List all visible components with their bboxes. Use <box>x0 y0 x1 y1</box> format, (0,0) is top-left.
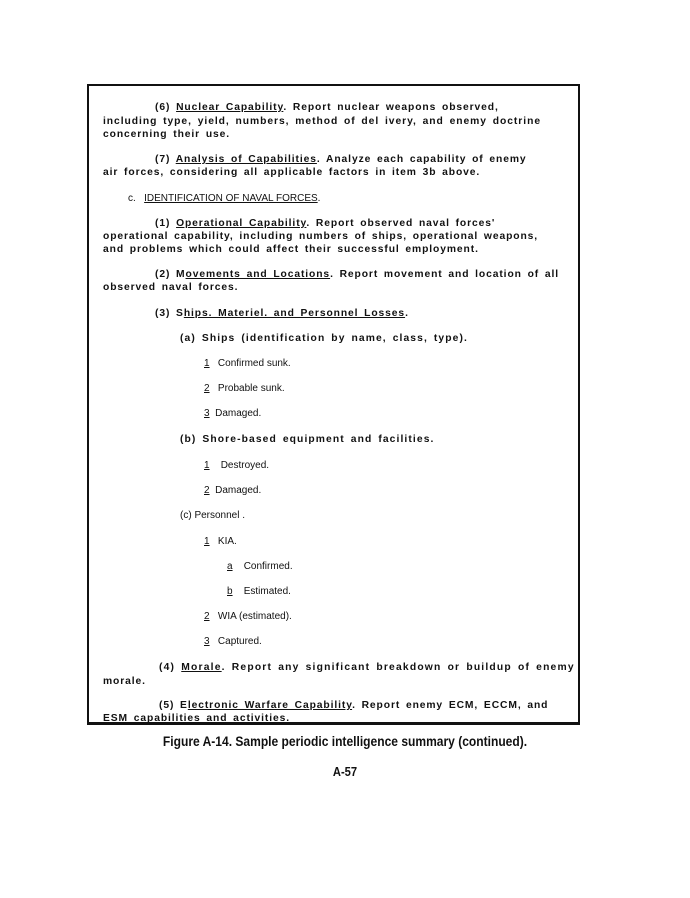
losses-heading: (3) Ships. Materiel. and Personnel Losses. <box>155 308 409 319</box>
ew-paragraph-line-1: (5) Electronic Warfare Capability. Report enemy ECM, ECCM, and <box>159 700 549 711</box>
morale-paragraph-line-2: morale. <box>103 676 146 687</box>
list-item: 1 KIA. <box>204 536 237 547</box>
page-number: A-57 <box>332 764 358 779</box>
list-item: 1 Destroyed. <box>204 460 270 471</box>
nuclear-paragraph-line-3: concerning their use. <box>103 129 231 140</box>
ew-paragraph-line-2: ESM capabilities and activities. <box>103 713 291 724</box>
nuclear-paragraph-line-1: (6) Nuclear Capability. Report nuclear weapons observed, <box>155 102 499 113</box>
figure-caption: Figure A-14. Sample periodic intelligence summary (continued). <box>162 733 528 749</box>
operational-paragraph-line-1: (1) Operational Capability. Report observed naval forces' <box>155 218 496 229</box>
movements-paragraph-line-1: (2) Movements and Locations. Report movement and location of all <box>155 269 560 280</box>
list-item: a Confirmed. <box>227 561 293 572</box>
list-item: 2 Probable sunk. <box>204 383 285 394</box>
naval-forces-heading: c. IDENTIFICATION OF NAVAL FORCES. <box>128 193 321 204</box>
list-item: 1 Confirmed sunk. <box>204 358 291 369</box>
document-frame <box>87 84 580 725</box>
movements-paragraph-line-2: observed naval forces. <box>103 282 239 293</box>
personnel-subheading: (c) Personnel . <box>180 510 246 521</box>
analysis-paragraph-line-2: air forces, considering all applicable factors in item 3b above. <box>103 167 481 178</box>
nuclear-paragraph-line-2: including type, yield, numbers, method of del ivery, and enemy doctrine <box>103 116 541 127</box>
list-item: 3 Damaged. <box>204 408 262 419</box>
list-item: 2 WIA (estimated). <box>204 611 292 622</box>
list-item: b Estimated. <box>227 586 291 597</box>
operational-paragraph-line-2: operational capability, including numbers of ships, operational weapons, <box>103 231 539 242</box>
ships-subheading: (a) Ships (identification by name, class, type). <box>180 333 468 344</box>
list-item: 2 Damaged. <box>204 485 262 496</box>
shore-subheading: (b) Shore-based equipment and facilities. <box>180 434 435 445</box>
analysis-paragraph-line-1: (7) Analysis of Capabilities. Analyze each capability of enemy <box>155 154 527 165</box>
morale-paragraph-line-1: (4) Morale. Report any significant breakdown or buildup of enemy <box>159 662 575 673</box>
operational-paragraph-line-3: and problems which could affect their successful employment. <box>103 244 479 255</box>
list-item: 3 Captured. <box>204 636 262 647</box>
